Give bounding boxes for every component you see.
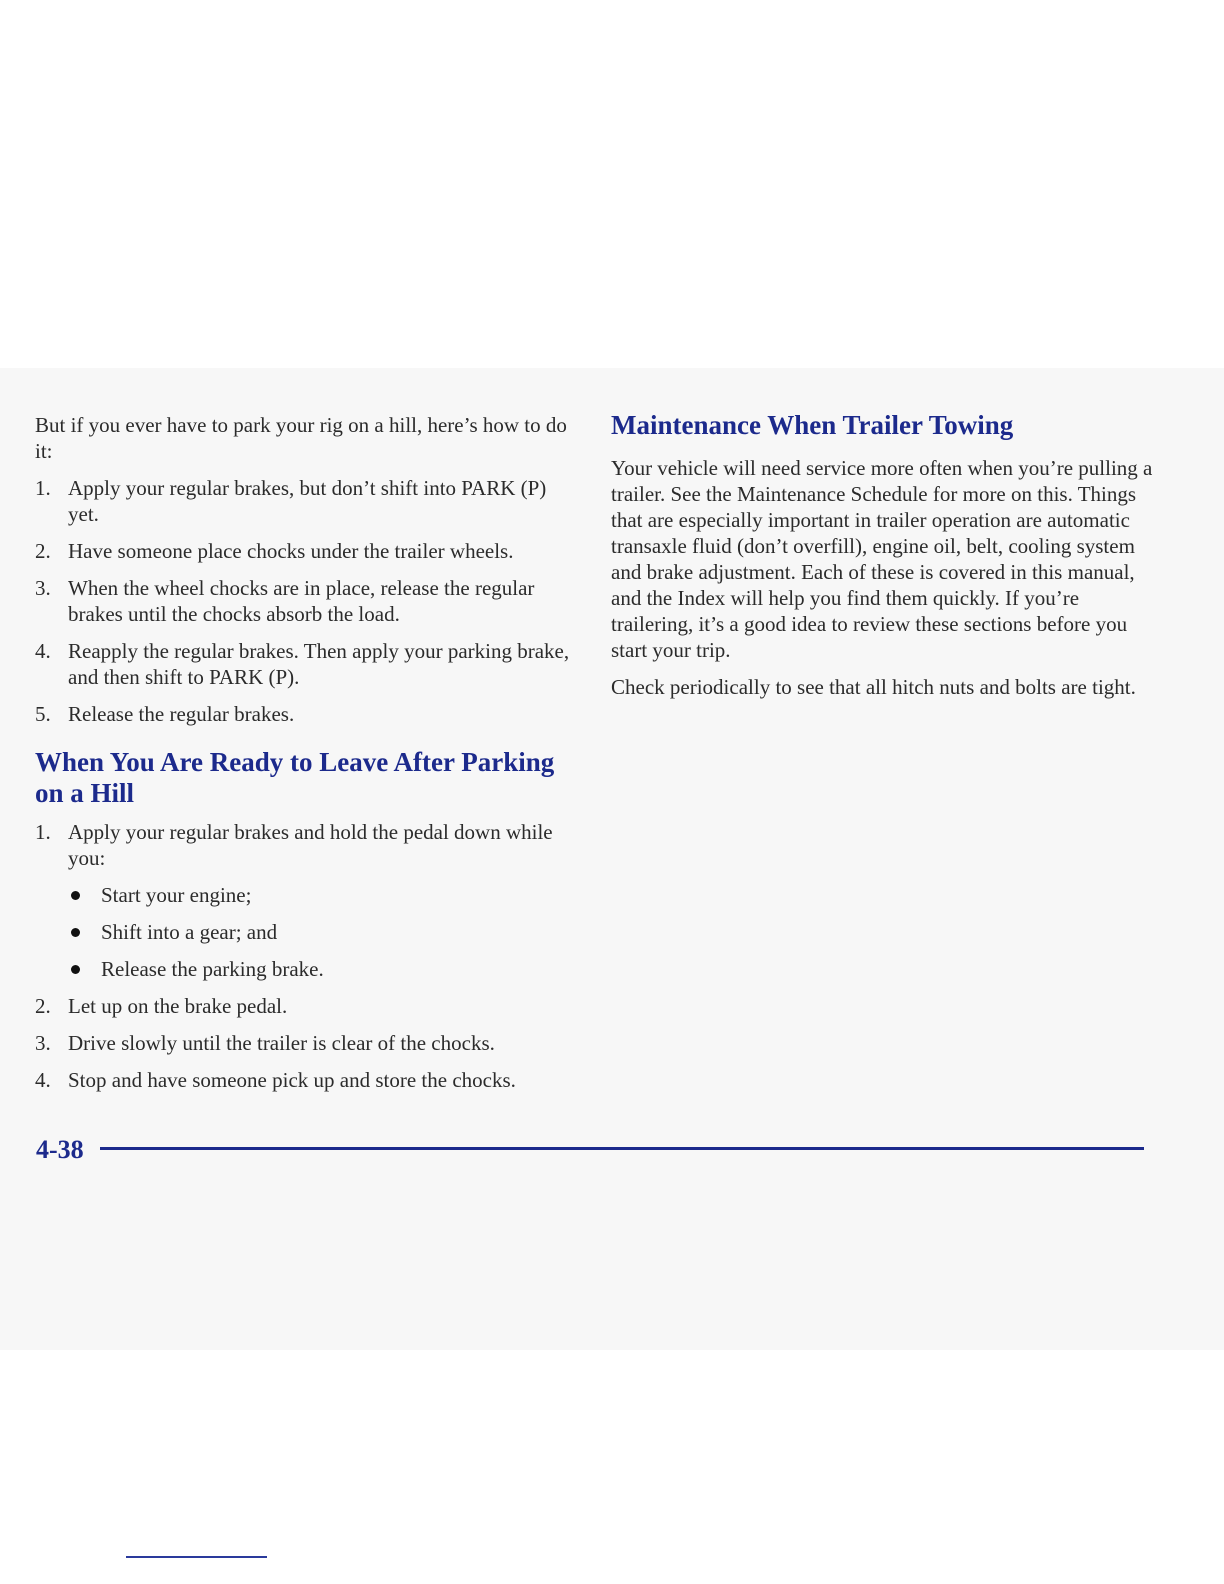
step-number: 2. — [35, 994, 51, 1018]
step-text: Release the regular brakes. — [68, 702, 295, 726]
step-number: 5. — [35, 702, 51, 726]
step-text: Let up on the brake pedal. — [68, 994, 288, 1018]
step-text: Have someone place chocks under the trailer wheels. — [68, 539, 514, 563]
step-text: Apply your regular brakes, but don’t shift into PARK (P) yet. — [68, 476, 547, 526]
leave-heading: When You Are Ready to Leave After Parking on a Hill — [35, 747, 555, 808]
right-column — [611, 410, 1156, 711]
list-item — [35, 575, 580, 627]
list-item — [35, 638, 580, 690]
list-item — [35, 701, 580, 727]
park-steps-list — [35, 475, 580, 727]
step-number: 3. — [35, 576, 51, 600]
step-text: Stop and have someone pick up and store the chocks. — [68, 1068, 516, 1092]
bullet-icon — [71, 928, 80, 937]
list-item — [35, 993, 580, 1019]
bullet-icon — [71, 965, 80, 974]
intro-paragraph: But if you ever have to park your rig on a hill, here’s how to do it: — [35, 413, 567, 463]
hitch-check-paragraph: Check periodically to see that all hitch nuts and bolts are tight. — [611, 675, 1136, 699]
left-column — [35, 412, 580, 1104]
bullet-item: Shift into a gear; and — [68, 919, 580, 945]
footer-rule — [100, 1147, 1144, 1150]
step-text: Reapply the regular brakes. Then apply your parking brake, and then shift to PARK (P). — [68, 639, 570, 689]
step-number: 2. — [35, 539, 51, 563]
bullet-list — [68, 882, 580, 982]
step-number: 4. — [35, 1068, 51, 1092]
list-item — [35, 1067, 580, 1093]
step-number: 1. — [35, 820, 51, 844]
bullet-item: Start your engine; — [68, 882, 580, 908]
bottom-underline-mark — [126, 1556, 267, 1558]
step-number: 3. — [35, 1031, 51, 1055]
maintenance-paragraph: Your vehicle will need service more often when you’re pulling a trailer. See the Maintenance Schedule for more on this. Things that are especially important in trailer operation are automatic transaxle fluid (don’t overfill), engine oil, belt, cooling system and brake adjustment. Each of these is covered in this manual, and the Index will help you find them quickly. If you’re trailering, it’s a good idea to review these sections before you start your trip. — [611, 456, 1153, 662]
step-number: 1. — [35, 476, 51, 500]
bullet-item: Release the parking brake. — [68, 956, 580, 982]
leave-steps-list — [35, 819, 580, 1093]
step-text: Apply your regular brakes and hold the pedal down while you: — [68, 820, 553, 870]
bullet-icon — [71, 891, 80, 900]
list-item — [35, 475, 580, 527]
page-number: 4-38 — [36, 1135, 84, 1164]
list-item — [35, 538, 580, 564]
list-item — [35, 1030, 580, 1056]
maintenance-heading: Maintenance When Trailer Towing — [611, 410, 1014, 440]
list-item — [35, 819, 580, 982]
step-number: 4. — [35, 639, 51, 663]
step-text: Drive slowly until the trailer is clear of the chocks. — [68, 1031, 495, 1055]
step-text: When the wheel chocks are in place, release the regular brakes until the chocks absorb the load. — [68, 576, 535, 626]
page-footer — [36, 1133, 1144, 1167]
